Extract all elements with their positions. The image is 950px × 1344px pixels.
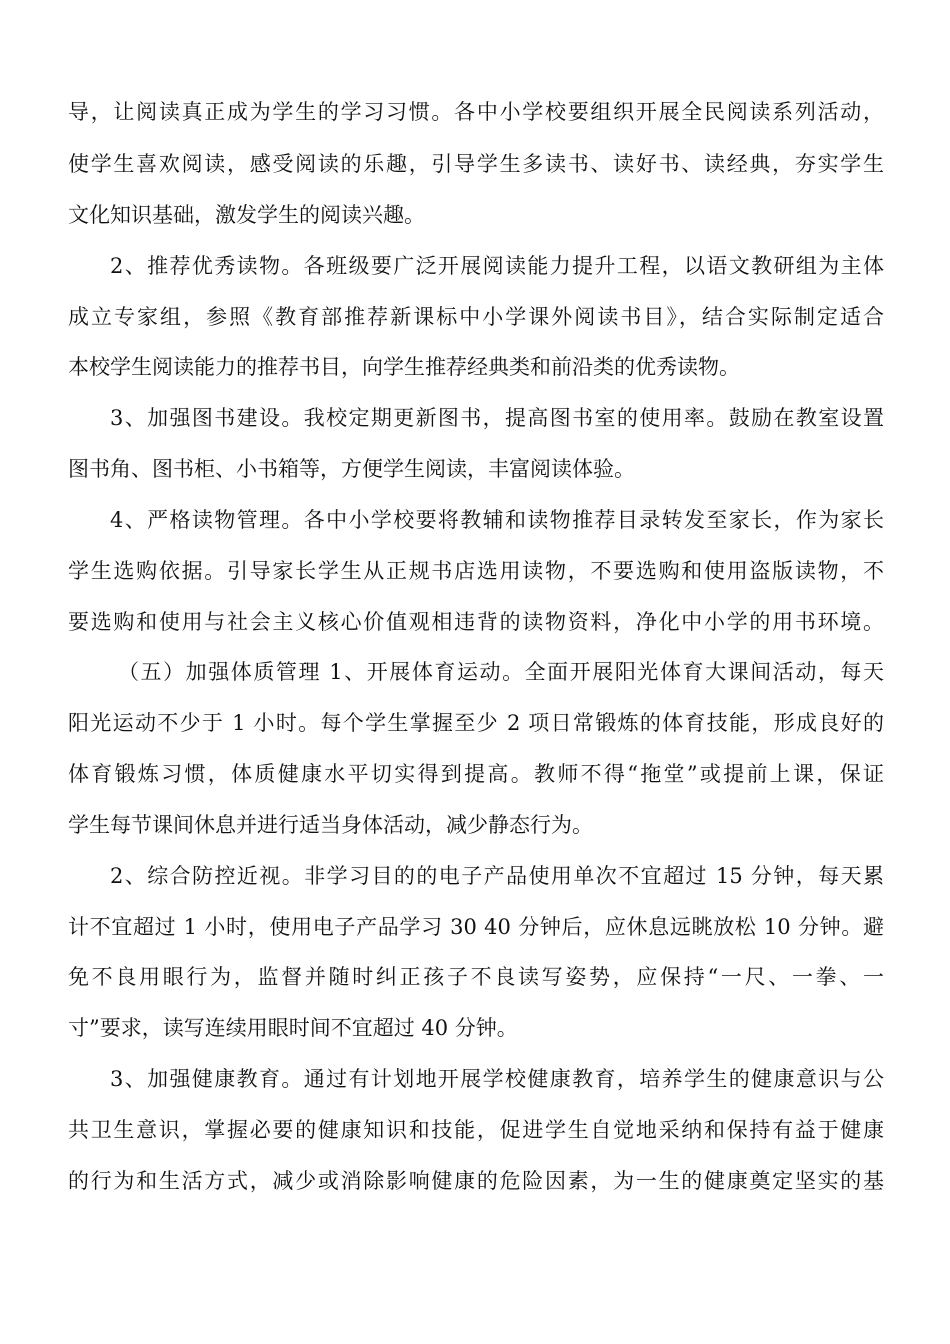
text-line: 免不良用眼行为，监督并随时纠正孩子不良读写姿势，应保持“一尺、一拳、一	[68, 965, 884, 989]
text-line: 的行为和生活方式，减少或消除影响健康的危险因素，为一生的健康奠定坚实的基	[68, 1169, 884, 1193]
text-line: 寸”要求，读写连续用眼时间不宜超过 40 分钟。	[68, 1016, 518, 1040]
text-line: （五）加强体质管理 1、开展体育运动。全面开展阳光体育大课间活动，每天	[118, 660, 884, 684]
text-line: 3、加强健康教育。通过有计划地开展学校健康教育，培养学生的健康意识与公	[110, 1067, 884, 1091]
text-line: 4、严格读物管理。各中小学校要将教辅和读物推荐目录转发至家长，作为家长	[110, 508, 884, 532]
text-line: 使学生喜欢阅读，感受阅读的乐趣，引导学生多读书、读好书、读经典，夯实学生	[68, 152, 884, 176]
text-line: 本校学生阅读能力的推荐书目，向学生推荐经典类和前沿类的优秀读物。	[68, 355, 740, 379]
text-line: 计不宜超过 1 小时，使用电子产品学习 30 40 分钟后，应休息远眺放松 10 分钟。避	[68, 915, 884, 939]
text-line: 要选购和使用与社会主义核心价值观相违背的读物资料，净化中小学的用书环境。	[68, 610, 884, 634]
text-line: 文化知识基础，激发学生的阅读兴趣。	[68, 203, 425, 227]
text-line: 2、推荐优秀读物。各班级要广泛开展阅读能力提升工程，以语文教研组为主体	[110, 254, 884, 278]
text-line: 学生选购依据。引导家长学生从正规书店选用读物，不要选购和使用盗版读物，不	[68, 559, 884, 583]
text-line: 2、综合防控近视。非学习目的的电子产品使用单次不宜超过 15 分钟，每天累	[110, 864, 884, 888]
text-line: 学生每节课间休息并进行适当身体活动，减少静态行为。	[68, 813, 593, 837]
text-line: 成立专家组，参照《教育部推荐新课标中小学课外阅读书目》，结合实际制定适合	[68, 305, 884, 329]
text-line: 阳光运动不少于 1 小时。每个学生掌握至少 2 项日常锻炼的体育技能，形成良好的	[68, 711, 884, 735]
text-line: 体育锻炼习惯，体质健康水平切实得到提高。教师不得“拖堂”或提前上课，保证	[68, 762, 884, 786]
text-line: 图书角、图书柜、小书箱等，方便学生阅读，丰富阅读体验。	[68, 457, 635, 481]
text-line: 导，让阅读真正成为学生的学习习惯。各中小学校要组织开展全民阅读系列活动，	[68, 100, 884, 124]
text-line: 3、加强图书建设。我校定期更新图书，提高图书室的使用率。鼓励在教室设置	[110, 406, 884, 430]
text-line: 共卫生意识，掌握必要的健康知识和技能，促进学生自觉地采纳和保持有益于健康	[68, 1118, 884, 1142]
